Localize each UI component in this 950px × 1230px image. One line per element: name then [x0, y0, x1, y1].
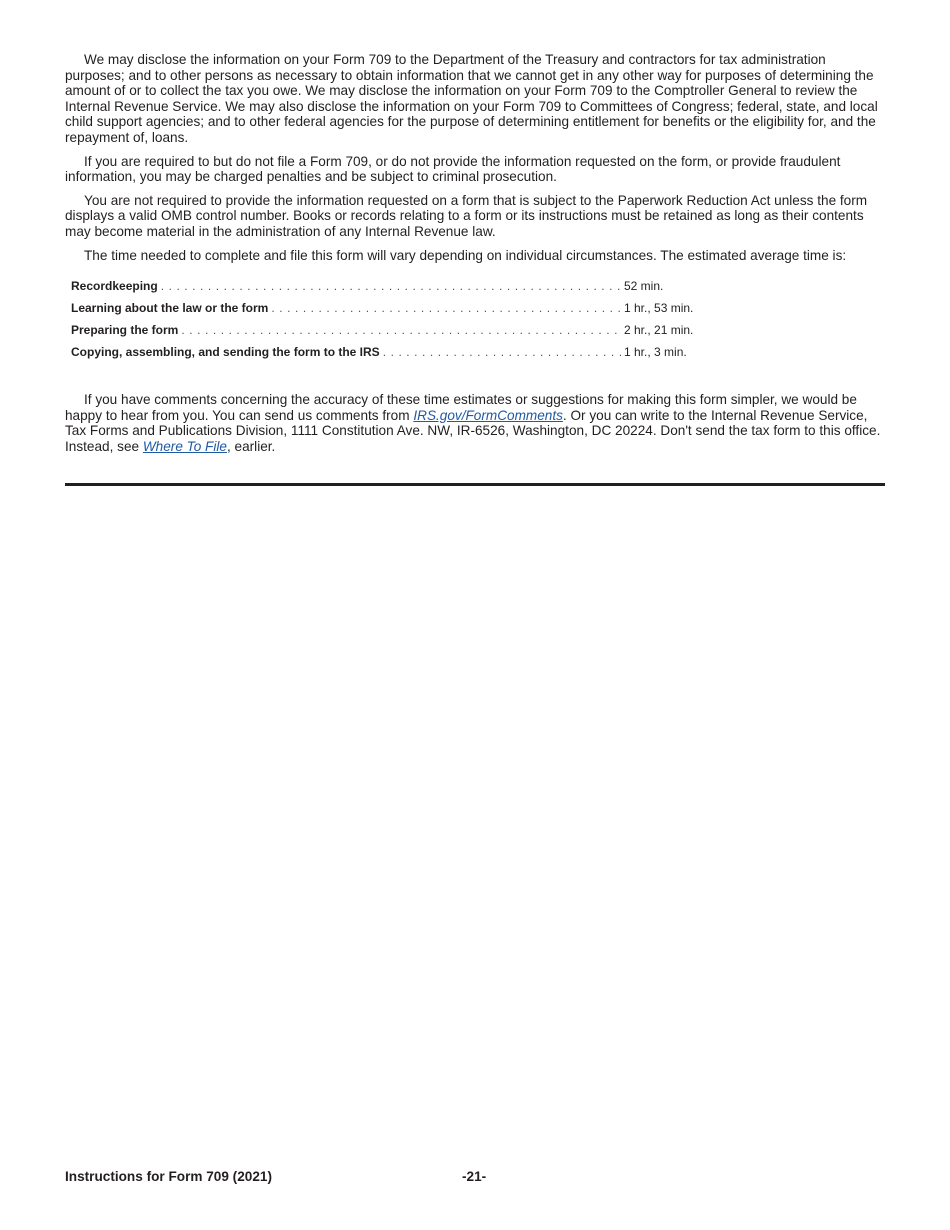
dot-leader [181, 319, 621, 341]
time-row-preparing [71, 319, 696, 341]
comments-paragraph [65, 392, 885, 454]
time-label: Recordkeeping [71, 279, 158, 294]
dot-leader [271, 297, 621, 319]
penalties-paragraph: If you are required to but do not file a Form 709, or do not provide the information requested on the form, or provide fraudulent information, you may be charged penalties and be subject to criminal prosecution. [65, 153, 841, 185]
time-label: Preparing the form [71, 323, 179, 338]
time-value: 1 hr., 53 min. [624, 301, 694, 316]
time-value: 52 min. [624, 279, 664, 294]
dot-leader [383, 341, 621, 363]
page-content [65, 52, 885, 463]
time-row-copying [71, 341, 696, 363]
paperwork-paragraph: You are not required to provide the information requested on a form that is subject to the Paperwork Reduction Act unless the form displays a valid OMB control number. Books or records relating to a form or its instructions must be retained as long as their contents may become material in the administration of any Internal Revenue law. [65, 192, 868, 239]
page-number: -21- [462, 1169, 487, 1184]
time-row-learning [71, 297, 696, 319]
comments-text: If you have comments concerning the accuracy of these time estimates or suggestions for making this form simpler, we would be happy to hear from you. You can send us comments from [65, 392, 857, 423]
form-comments-link[interactable]: IRS.gov/FormComments [413, 407, 563, 423]
footer-title: Instructions for Form 709 (2021) [65, 1169, 272, 1184]
time-label: Learning about the law or the form [71, 301, 269, 316]
comments-text: , earlier. [226, 438, 276, 454]
time-value: 2 hr., 21 min. [624, 323, 694, 338]
section-divider [65, 483, 885, 486]
comments-text: . Or you can write to the Internal Revenue Service, Tax Forms and Publications Division, 1111 Constitution Ave. NW, IR-6526, Washington, DC 20224. Don't send the tax form to this office. Instead, see [65, 407, 881, 454]
time-estimates-table [71, 275, 696, 363]
time-row-recordkeeping [71, 275, 696, 297]
spacer [65, 363, 885, 392]
time-label: Copying, assembling, and sending the form to the IRS [71, 345, 380, 360]
disclosure-paragraph: We may disclose the information on your Form 709 to the Department of the Treasury and contractors for tax administration purposes; and to other persons as necessary to obtain information that we cannot get in any other way for purposes of determining the amount of or to collect the tax you owe. We may disclose the information on your Form 709 to the Comptroller General to review the Internal Revenue Service. We may also disclose the information on your Form 709 to Committees of Congress; federal, state, and local child support agencies; and to other federal agencies for the purpose of determining entitlement for benefits or the eligibility for, and the repayment of, loans. [65, 52, 878, 145]
where-to-file-link[interactable]: Where To File [142, 438, 227, 454]
dot-leader [161, 275, 621, 297]
time-value: 1 hr., 3 min. [624, 345, 687, 360]
time-intro-paragraph: The time needed to complete and file this form will vary depending on individual circumstances. The estimated average time is: [84, 247, 847, 263]
